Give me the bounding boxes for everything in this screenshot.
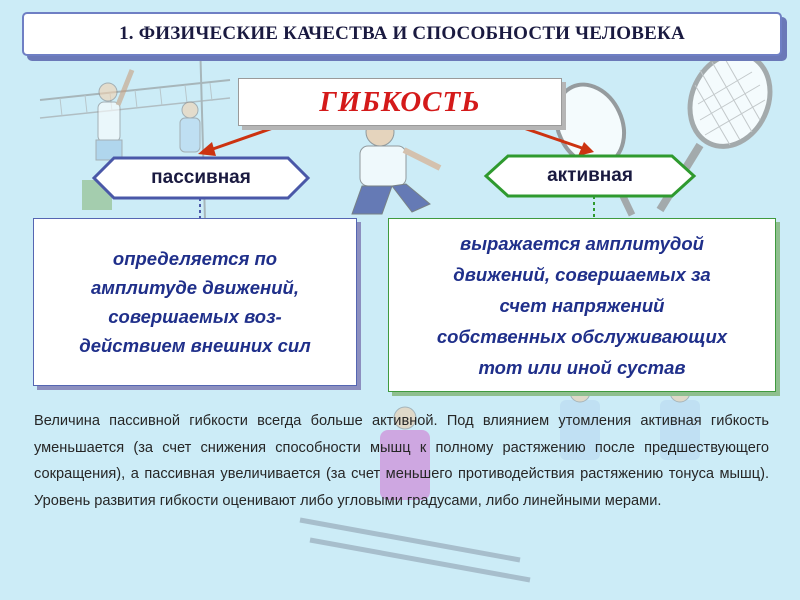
arrow-to-passive (198, 122, 290, 156)
athlete-illustration (352, 118, 440, 214)
body-paragraph: Величина пассивной гибкости всегда больше активной. Под влиянием утомления активная гибкость уменьшается (за счет снижения способности мышц к полному растяжению после предшествующего сокращения), а пассивная увеличивается (за счет меньшего противодействия растяжению тонуса мышц). Уровень развития гибкости оценивают либо угловыми градусами, либо линейными мерами. (34, 413, 769, 509)
passive-description: определяется по амплитуде движений, совершаемых воз- действием внешних сил (79, 248, 311, 356)
passive-label: пассивная (151, 167, 251, 188)
slide-title-bar (22, 12, 782, 56)
active-label: активная (547, 165, 633, 186)
active-description: выражается амплитудой движений, совершаемых за счет напряжений собственных обслуживающих тот или иной сустав (436, 232, 728, 378)
passive-description-box (33, 218, 357, 386)
concept-title: ГИБКОСТЬ (319, 85, 481, 118)
active-description-box (388, 218, 776, 392)
slide-title: 1. ФИЗИЧЕСКИЕ КАЧЕСТВА И СПОСОБНОСТИ ЧЕЛОВЕКА (119, 23, 685, 44)
concept-box (238, 78, 562, 126)
